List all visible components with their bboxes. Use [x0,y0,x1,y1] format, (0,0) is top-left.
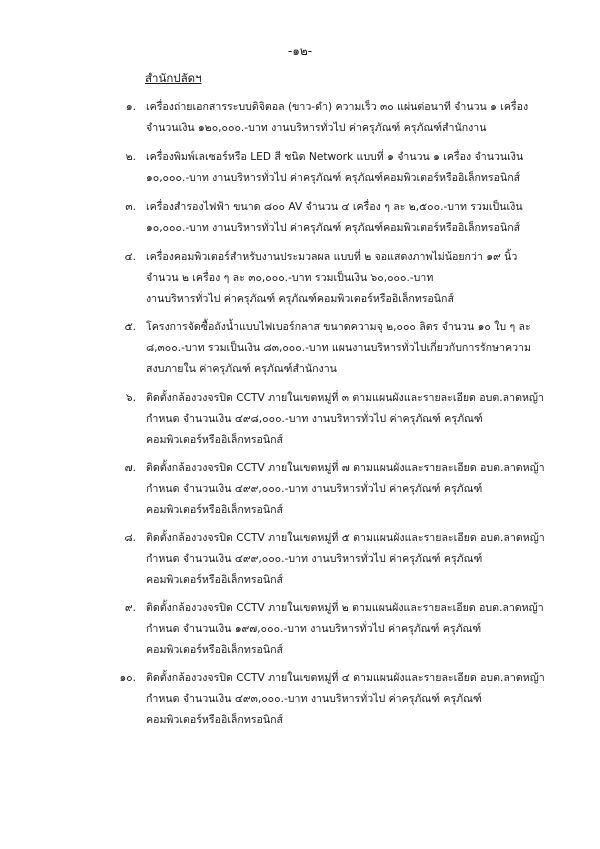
item-line: กำหนด จำนวนเงิน ๔๙๙,๐๐๐.-บาท งานบริหารทั่วไป ค่าครุภัณฑ์ ครุภัณฑ์ [146,483,483,495]
item-line: กำหนด จำนวนเงิน ๔๙๙,๐๐๐.-บาท งานบริหารทั่วไป ค่าครุภัณฑ์ ครุภัณฑ์ [146,553,483,565]
item-line: ติดตั้งกล้องวงจรปิด CCTV ภายในเขตหมู่ที่ ๗ ตามแผนผังและรายละเอียด อบต.ลาดหญ้า [146,462,545,474]
list-item [96,147,576,189]
item-line: งานบริหารทั่วไป ค่าครุภัณฑ์ ครุภัณฑ์คอมพิวเตอร์หรืออิเล็กทรอนิกส์ [146,293,454,305]
list-item [96,668,576,731]
item-number: ๑๐. [119,672,136,684]
list-item [96,97,576,139]
item-line: โครงการจัดซื้อถังน้ำแบบไฟเบอร์กลาส ขนาดความจุ ๒,๐๐๐ ลิตร จำนวน ๑๐ ใบ ๆ ละ [146,321,531,333]
item-line: กำหนด จำนวนเงิน ๔๙๘,๐๐๐.-บาท งานบริหารทั่วไป ค่าครุภัณฑ์ ครุภัณฑ์ [146,413,483,425]
item-number: ๙. [124,602,136,614]
item-line: ติดตั้งกล้องวงจรปิด CCTV ภายในเขตหมู่ที่ ๔ ตามแผนผังและรายละเอียด อบต.ลาดหญ้า [146,672,545,684]
list-item [96,247,576,310]
item-line: กำหนด จำนวนเงิน ๑๙๗,๐๐๐.-บาท งานบริหารทั่วไป ค่าครุภัณฑ์ ครุภัณฑ์ [146,623,482,635]
list-item [96,598,576,661]
item-number: ๕. [124,321,136,333]
list-item [96,458,576,521]
item-line: ๑๐,๐๐๐.-บาท งานบริหารทั่วไป ค่าครุภัณฑ์ ครุภัณฑ์คอมพิวเตอร์หรืออิเล็กทรอนิกส์ [146,222,521,234]
item-line: เครื่องสำรองไฟฟ้า ขนาด ๘๐๐ AV จำนวน ๔ เครื่อง ๆ ละ ๒,๕๐๐.-บาท รวมเป็นเงิน [146,201,523,213]
item-number: ๖. [125,392,136,404]
page-number: -๑๒- [287,44,313,58]
item-line: เครื่องถ่ายเอกสารระบบดิจิตอล (ขาว-ดำ) ความเร็ว ๓๐ แผ่นต่อนาที จำนวน ๑ เครื่อง [146,101,529,113]
section-heading: สำนักปลัดฯ [145,71,202,85]
item-number: ๓. [125,201,136,213]
item-line: คอมพิวเตอร์หรืออิเล็กทรอนิกส์ [146,714,283,726]
list-item [96,388,576,451]
item-line: จำนวนเงิน ๑๒๐,๐๐๐.-บาท งานบริหารทั่วไป ค่าครุภัณฑ์ ครุภัณฑ์สำนักงาน [146,122,487,134]
item-number: ๑. [125,101,136,113]
item-number: ๔. [124,251,136,263]
item-number: ๒. [125,151,136,163]
item-line: เครื่องคอมพิวเตอร์สำหรับงานประมวลผล แบบที่ ๒ จอแสดงภาพไม่น้อยกว่า ๑๙ นิ้ว [146,251,518,263]
list-item [96,197,576,239]
item-line: สงบภายใน ค่าครุภัณฑ์ ครุภัณฑ์สำนักงาน [146,363,337,375]
list-item [96,528,576,591]
item-line: จำนวน ๒ เครื่อง ๆ ละ ๓๐,๐๐๐.-บาท รวมเป็นเงิน ๖๐,๐๐๐.-บาท [146,272,434,284]
item-line: คอมพิวเตอร์หรืออิเล็กทรอนิกส์ [146,504,283,516]
item-line: ๑๐,๐๐๐.-บาท งานบริหารทั่วไป ค่าครุภัณฑ์ ครุภัณฑ์คอมพิวเตอร์หรืออิเล็กทรอนิกส์ [146,172,521,184]
item-line: ๘,๓๐๐.-บาท รวมเป็นเงิน ๘๓,๐๐๐.-บาท แผนงานบริหารทั่วไปเกี่ยวกับการรักษาความ [146,342,531,354]
item-line: ติดตั้งกล้องวงจรปิด CCTV ภายในเขตหมู่ที่ ๕ ตามแผนผังและรายละเอียด อบต.ลาดหญ้า [146,532,545,544]
item-line: เครื่องพิมพ์เลเซอร์หรือ LED สี ชนิด Network แบบที่ ๑ จำนวน ๑ เครื่อง จำนวนเงิน [146,151,524,163]
item-line: คอมพิวเตอร์หรืออิเล็กทรอนิกส์ [146,574,283,586]
item-line: ติดตั้งกล้องวงจรปิด CCTV ภายในเขตหมู่ที่ ๒ ตามแผนผังและรายละเอียด อบต.ลาดหญ้า [146,602,544,614]
item-number: ๘. [124,532,136,544]
item-line: กำหนด จำนวนเงิน ๔๙๓,๐๐๐.-บาท งานบริหารทั่วไป ค่าครุภัณฑ์ ครุภัณฑ์ [146,693,482,705]
item-line: คอมพิวเตอร์หรืออิเล็กทรอนิกส์ [146,644,283,656]
list-item [96,317,576,380]
item-line: คอมพิวเตอร์หรืออิเล็กทรอนิกส์ [146,434,283,446]
item-line: ติดตั้งกล้องวงจรปิด CCTV ภายในเขตหมู่ที่ ๓ ตามแผนผังและรายละเอียด อบต.ลาดหญ้า [146,392,544,404]
item-number: ๗. [124,462,136,474]
